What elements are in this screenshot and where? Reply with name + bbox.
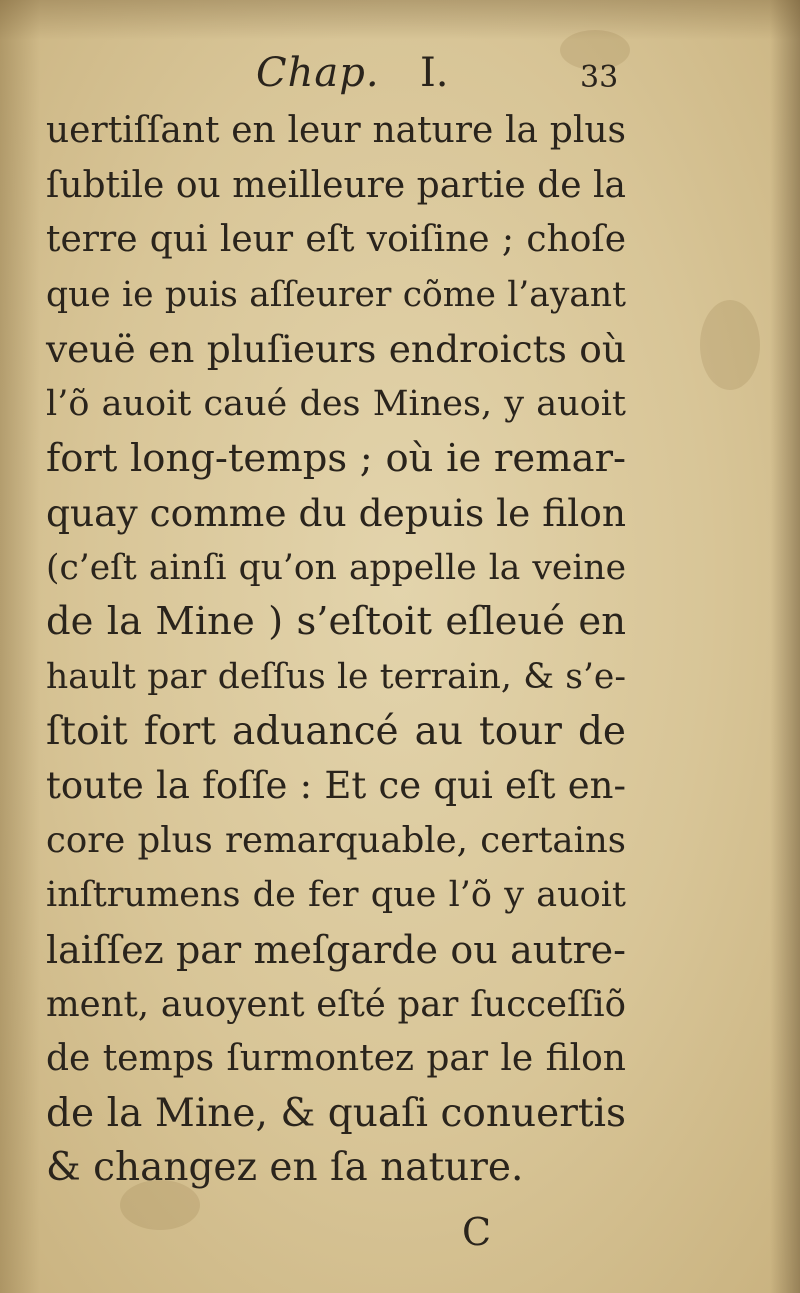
text-line: de la Mine ) s’eſtoit eſleué en xyxy=(46,599,626,645)
text-line: inſtrumens de fer que l’õ y auoit xyxy=(46,875,626,916)
chapter-number: I. xyxy=(420,50,449,96)
text-line: & changez en ſa nature. xyxy=(46,1145,524,1191)
body-text xyxy=(46,104,626,1196)
text-line: core plus remarquable, certains xyxy=(46,819,626,861)
text-line: que ie puis aſſeurer cõme l’ayant xyxy=(46,274,626,315)
running-title: Chap. xyxy=(256,50,380,96)
text-line: terre qui leur eſt voiſine ; choſe xyxy=(46,219,626,261)
paper-stain xyxy=(700,300,760,390)
text-line: quay comme du depuis le filon xyxy=(46,491,626,536)
running-header xyxy=(60,44,630,104)
text-line: (c’eſt ainſi qu’on appelle la veine xyxy=(46,547,626,588)
text-line: ſubtile ou meilleure partie de la xyxy=(46,164,626,206)
page-number: 33 xyxy=(580,60,619,95)
text-line: ſtoit fort aduancé au tour de xyxy=(46,708,626,754)
text-line: de la Mine, & quaſi conuertis xyxy=(46,1090,626,1136)
text-line: laiſſez par meſgarde ou autre- xyxy=(46,927,626,972)
page-edge-shadow-top xyxy=(0,0,800,40)
text-line: ment, auoyent eſté par ſucceſſiõ xyxy=(46,983,626,1025)
signature-mark: C xyxy=(462,1210,492,1254)
text-line: l’õ auoit caué des Mines, y auoit xyxy=(46,383,626,424)
text-line: hault par deſſus le terrain, & s’e- xyxy=(46,656,626,697)
page-edge-shadow-left xyxy=(0,0,40,1293)
text-line: toute la foſſe : Et ce qui eſt en- xyxy=(46,764,626,808)
text-line: veuë en pluſieurs endroicts où xyxy=(46,327,626,372)
text-line: de temps ſurmontez par le filon xyxy=(46,1038,626,1080)
text-line: uertiſſant en leur nature la plus xyxy=(46,110,626,151)
page-edge-shadow-right xyxy=(770,0,800,1293)
text-line: fort long-temps ; où ie remar- xyxy=(46,435,626,481)
